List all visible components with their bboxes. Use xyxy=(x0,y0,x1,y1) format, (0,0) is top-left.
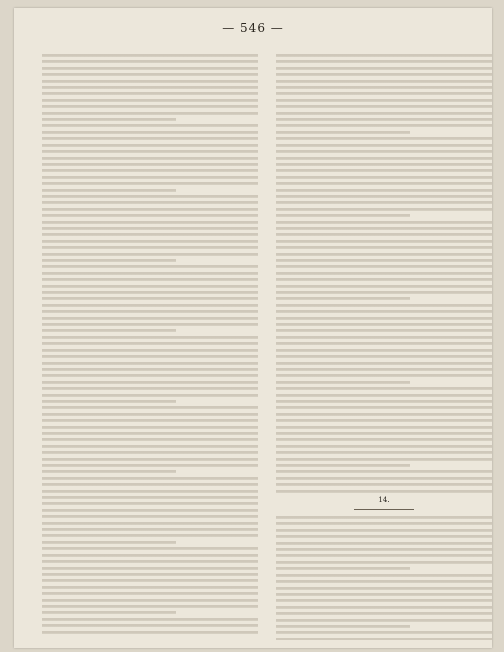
page-number: — 546 — xyxy=(222,21,284,35)
text-line xyxy=(276,636,492,640)
page-header xyxy=(14,8,492,48)
left-column xyxy=(42,52,258,640)
text-line xyxy=(42,629,258,635)
magazine-page xyxy=(14,8,492,648)
left-column-text xyxy=(42,52,258,635)
section-number: 14. xyxy=(378,496,390,505)
right-column xyxy=(276,52,492,640)
text-line xyxy=(276,488,492,494)
section-divider xyxy=(354,509,414,510)
right-column-text-lower xyxy=(276,514,492,640)
right-column-text-upper xyxy=(276,52,492,494)
